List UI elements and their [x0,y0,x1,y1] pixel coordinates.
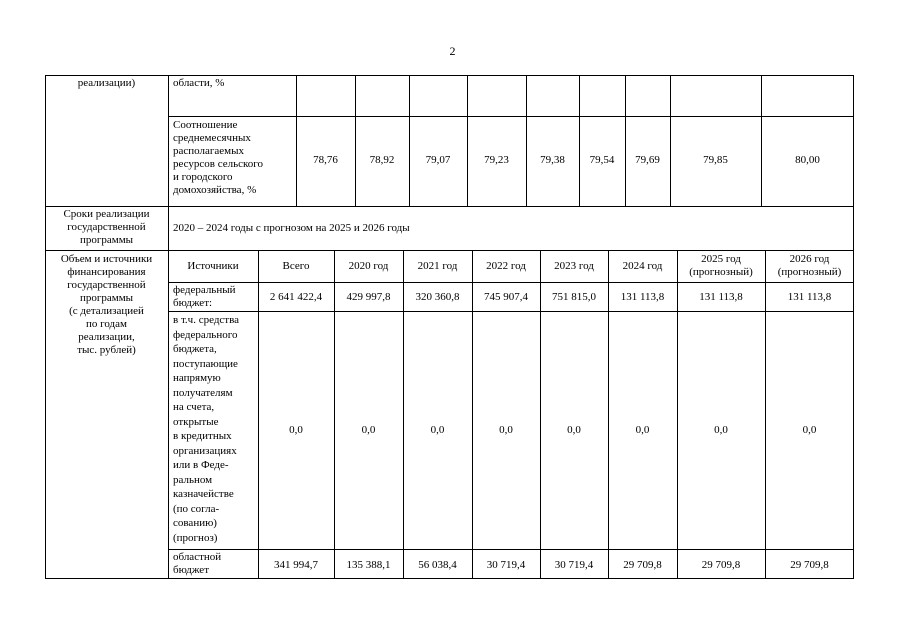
value-cell: 0,0 [499,424,513,436]
value-cell: 751 815,0 [552,291,596,303]
value-cell: 29 709,8 [701,559,741,571]
column-divider [670,75,671,206]
row-federal-label: федеральный бюджет: [173,284,236,309]
header-2022: 2022 год [486,260,526,272]
value-cell: 29 709,8 [623,559,662,571]
value-cell: 131 113,8 [620,291,665,303]
column-divider [296,75,297,206]
value-cell: 135 388,1 [346,559,391,571]
value-cell: 79,07 [425,154,451,166]
value-cell: 78,92 [369,154,395,166]
row-regional-label: областной бюджет [173,551,222,576]
value-cell: 131 113,8 [787,291,832,303]
value-cell: 79,85 [703,154,728,166]
row-divider [168,311,854,312]
value-cell: 2 641 422,4 [269,291,323,303]
row-direct-label: в т.ч. средства федерального бюджета, поступающие напрямую получателям на счета, открытые в кредитных организациях или в Федe- ральном казначействе (по согла- сованию) (прогноз) [173,314,240,544]
header-2025: 2025 год (прогнозный) [689,253,753,278]
section2-left-label: Сроки реализации государственной программы [63,208,150,246]
value-cell: 30 719,4 [486,559,526,571]
column-divider [526,75,527,206]
left-column-divider [168,75,169,579]
section-divider [45,206,854,207]
row2-label: Соотношение среднемесячных располагаемых ресурсов сельского и городского домохозяйства, % [173,119,264,196]
header-2023: 2023 год [554,260,594,272]
value-cell: 30 719,4 [554,559,594,571]
header-2021: 2021 год [417,260,458,272]
value-cell: 320 360,8 [415,291,460,303]
value-cell: 80,00 [795,154,820,166]
value-cell: 0,0 [361,424,376,436]
section3-left-label: Объем и источники финансирования государственной программы (с детализацией по годам реализации, тыс. рублей) [60,253,153,356]
header-2026: 2026 год (прогнозный) [777,253,842,278]
value-cell: 0,0 [430,424,445,436]
value-cell: 131 113,8 [699,291,743,303]
value-cell: 429 997,8 [346,291,391,303]
value-cell: 0,0 [635,424,650,436]
header-sources: Источники [187,260,239,272]
value-cell: 745 907,4 [484,291,528,303]
column-divider [355,75,356,206]
column-divider [467,75,468,206]
column-divider [761,75,762,206]
value-cell: 56 038,4 [418,559,457,571]
value-cell: 79,23 [484,154,509,166]
value-cell: 78,76 [313,154,338,166]
implementation-period: 2020 – 2024 годы с прогнозом на 2025 и 2026 годы [173,222,410,234]
section1-left-label: реализации) [77,77,136,89]
section-divider [45,250,854,251]
column-divider [625,75,626,206]
header-2020: 2020 год [348,260,389,272]
value-cell: 79,38 [540,154,565,166]
value-cell: 29 709,8 [790,559,829,571]
page-number: 2 [449,44,456,58]
value-cell: 0,0 [567,424,581,436]
column-divider [409,75,410,206]
value-cell: 341 994,7 [274,559,318,571]
value-cell: 0,0 [289,424,303,436]
row-divider [168,549,854,550]
value-cell: 0,0 [714,424,728,436]
header-2024: 2024 год [622,260,663,272]
row-divider [168,116,854,117]
header-total: Всего [282,260,310,272]
value-cell: 79,69 [635,154,660,166]
row1-label: области, % [173,77,225,89]
value-cell: 79,54 [589,154,615,166]
row-divider [168,282,854,283]
column-divider [579,75,580,206]
value-cell: 0,0 [802,424,817,436]
